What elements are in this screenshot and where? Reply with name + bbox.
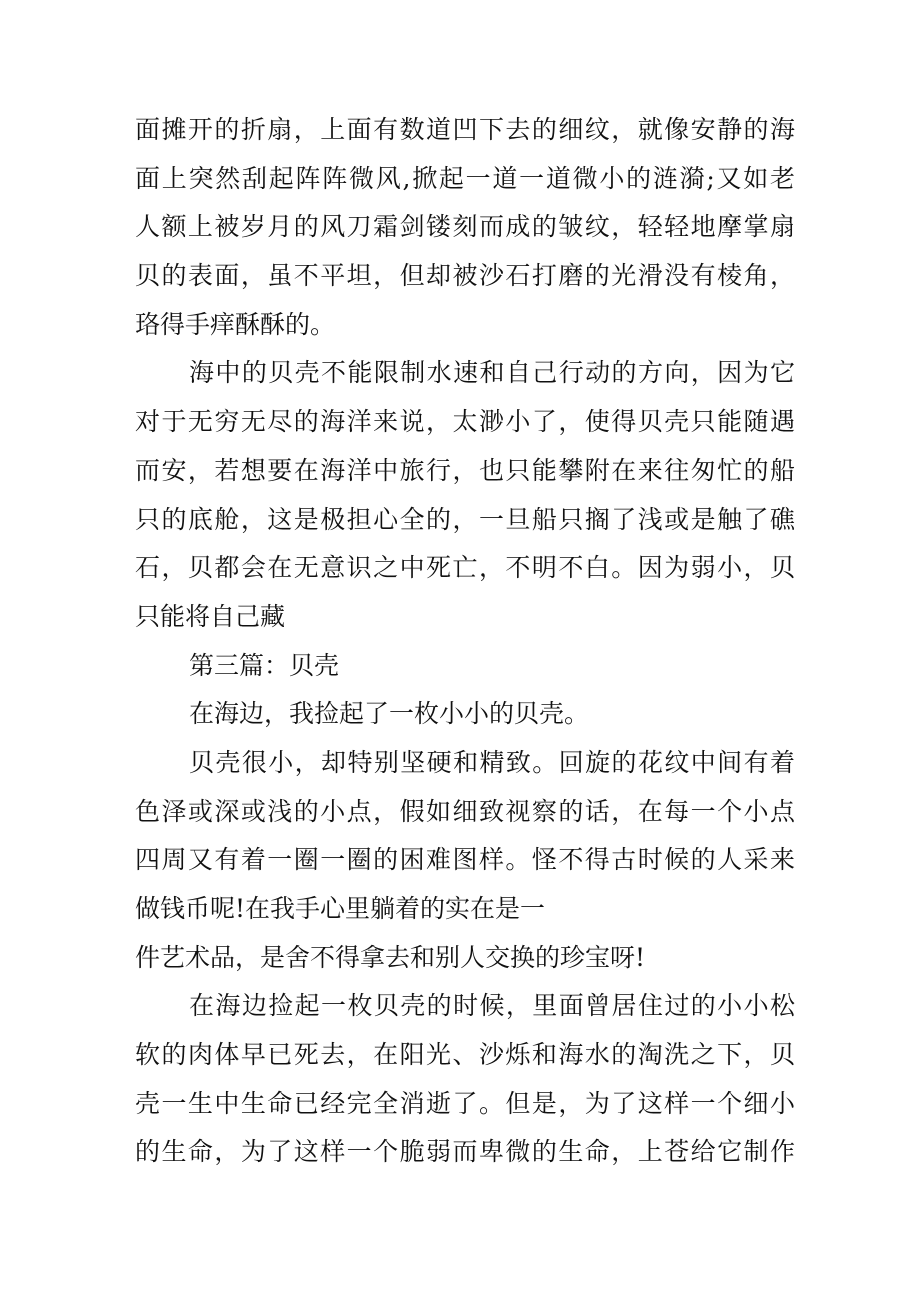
text-line: 人额上被岁月的风刀霜剑镂刻而成的皱纹，轻轻地摩掌扇: [135, 212, 795, 242]
paragraph-first-line: 海中的贝壳不能限制水速和自己行动的方向，因为它: [189, 358, 795, 388]
text-line: 件艺术品，是舍不得拿去和别人交换的珍宝呀!: [135, 942, 646, 972]
text-line: 面上突然刮起阵阵微风,掀起一道一道微小的涟漪;又如老: [135, 163, 795, 193]
text-line: 珞得手痒酥酥的。: [135, 309, 336, 339]
text-line: 只能将自己藏: [135, 601, 286, 631]
paragraph-first-line: 在海边捡起一枚贝壳的时候，里面曾居住过的小小松: [189, 991, 795, 1021]
document-body: [135, 106, 795, 1177]
text-line: 而安，若想要在海洋中旅行，也只能攀附在来往匆忙的船: [135, 455, 795, 485]
text-line: 四周又有着一圈一圈的困难图样。怪不得古时候的人采来: [135, 845, 795, 875]
text-line: 壳一生中生命已经完全消逝了。但是，为了这样一个细小: [135, 1088, 795, 1118]
text-line: 色泽或深或浅的小点，假如细致视察的话，在每一个小点: [135, 796, 795, 826]
section-heading: 第三篇：贝壳: [189, 650, 340, 680]
text-line: 只的底舱，这是极担心全的，一旦船只搁了浅或是触了礁: [135, 504, 795, 534]
text-line: 对于无穷无尽的海洋来说，太渺小了，使得贝壳只能随遇: [135, 407, 795, 437]
text-line: 石，贝都会在无意识之中死亡，不明不白。因为弱小，贝: [135, 553, 795, 583]
text-line: 软的肉体早已死去，在阳光、沙烁和海水的淘洗之下，贝: [135, 1040, 795, 1070]
paragraph-first-line: 在海边，我捡起了一枚小小的贝壳。: [189, 699, 590, 729]
paragraph-first-line: 贝壳很小，却特别坚硬和精致。回旋的花纹中间有着: [189, 747, 795, 777]
text-line: 贝的表面，虽不平坦，但却被沙石打磨的光滑没有棱角，: [135, 261, 795, 291]
text-line: 面摊开的折扇，上面有数道凹下去的细纹，就像安静的海: [135, 115, 795, 144]
text-line: 做钱币呢!在我手心里躺着的实在是一: [135, 894, 546, 923]
text-line: 的生命，为了这样一个脆弱而卑微的生命，上苍给它制作: [135, 1137, 795, 1167]
